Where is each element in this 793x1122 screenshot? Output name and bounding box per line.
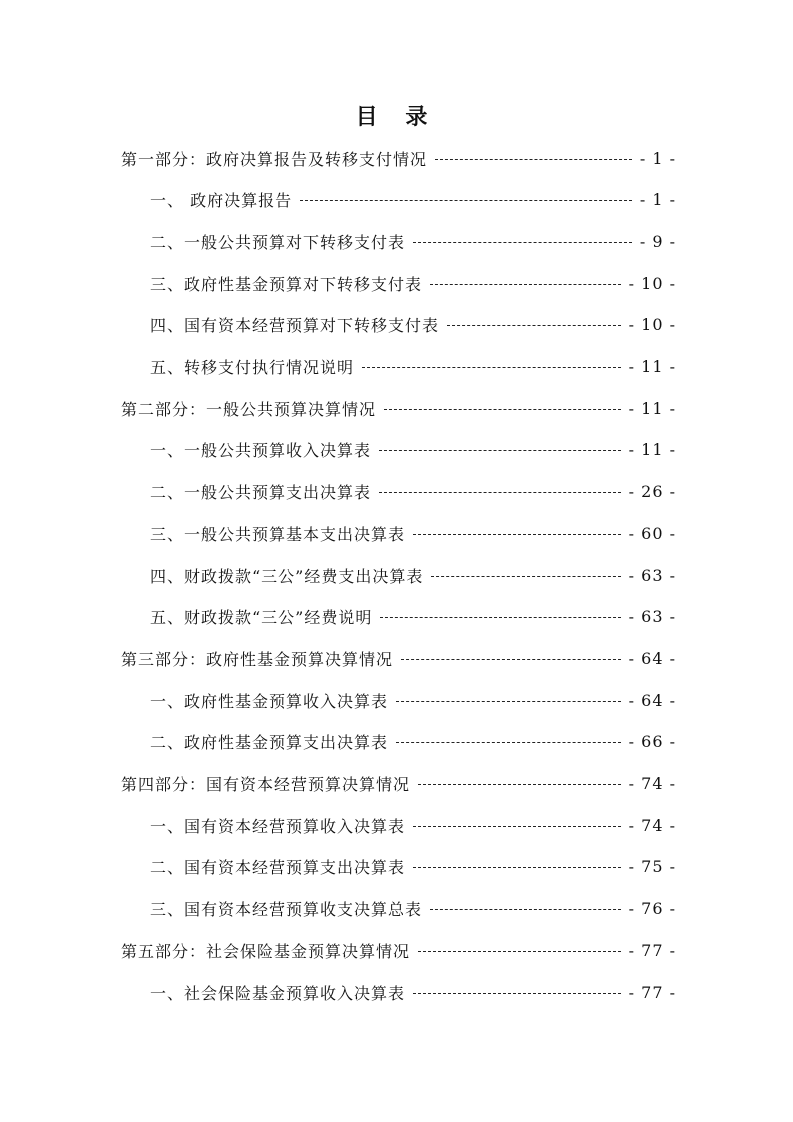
toc-dot-leader: [401, 659, 621, 660]
toc-page-number: - 77 -: [628, 940, 676, 960]
toc-page-number: - 60 -: [628, 523, 676, 543]
toc-part-entry[interactable]: [121, 930, 676, 970]
toc-entry-label: 一、政府性基金预算收入决算表: [150, 691, 389, 711]
toc-section-entry[interactable]: [150, 347, 676, 387]
toc-page-number: - 74 -: [628, 815, 676, 835]
toc-dot-leader: [362, 367, 621, 368]
toc-entry-label: 第四部分：国有资本经营预算决算情况: [121, 775, 411, 794]
toc-section-entry[interactable]: [150, 889, 676, 929]
toc-entry-label: 第三部分：政府性基金预算决算情况: [121, 649, 394, 669]
toc-dot-leader: [413, 826, 621, 827]
toc-page-number: - 64 -: [628, 690, 676, 710]
toc-dot-leader: [418, 784, 621, 785]
toc-page-number: - 64 -: [628, 648, 676, 668]
toc-page-number: - 76 -: [628, 899, 676, 919]
toc-section-entry[interactable]: [150, 305, 676, 345]
toc-dot-leader: [430, 284, 621, 285]
toc-dot-leader: [430, 909, 621, 910]
toc-entry-label: 一、国有资本经营预算收入决算表: [150, 816, 406, 836]
toc-part-entry[interactable]: [121, 138, 676, 178]
toc-page-number: - 10 -: [628, 315, 676, 335]
toc-dot-leader: [379, 492, 621, 493]
toc-page-number: - 11 -: [628, 440, 676, 460]
toc-page-number: - 63 -: [628, 607, 676, 627]
toc-entry-label: 三、政府性基金预算对下转移支付表: [150, 274, 423, 294]
toc-entry-label: 一、 政府决算报告: [150, 191, 293, 211]
toc-dot-leader: [380, 617, 620, 618]
toc-entry-label: 四、国有资本经营预算对下转移支付表: [150, 316, 440, 336]
toc-section-entry[interactable]: [150, 472, 676, 512]
toc-dot-leader: [379, 450, 621, 451]
toc-dot-leader: [396, 742, 621, 743]
toc-section-entry[interactable]: [150, 597, 676, 637]
toc-dot-leader: [431, 576, 620, 577]
toc-section-entry[interactable]: [150, 430, 676, 470]
toc-section-entry[interactable]: [150, 555, 676, 595]
toc-dot-leader: [435, 159, 632, 160]
toc-page-number: - 74 -: [628, 774, 676, 793]
toc-dot-leader: [413, 242, 632, 243]
toc-page-number: - 9 -: [639, 231, 676, 251]
toc-page-number: - 63 -: [628, 565, 676, 585]
toc-page-number: - 77 -: [628, 982, 676, 1002]
toc-dot-leader: [413, 993, 621, 994]
toc-dot-leader: [413, 534, 621, 535]
toc-entry-label: 二、一般公共预算支出决算表: [150, 483, 372, 503]
toc-entry-label: 第五部分：社会保险基金预算决算情况: [121, 941, 411, 961]
toc-page-number: - 66 -: [628, 732, 676, 752]
toc-part-entry[interactable]: [121, 388, 676, 428]
toc-page-number: - 75 -: [628, 857, 676, 877]
toc-entry-label: 二、政府性基金预算支出决算表: [150, 733, 389, 753]
toc-title: 目 录: [355, 104, 438, 130]
toc-entry-label: 二、国有资本经营预算支出决算表: [150, 858, 406, 878]
toc-dot-leader: [384, 409, 621, 410]
toc-dot-leader: [396, 701, 621, 702]
toc-dot-leader: [300, 200, 632, 201]
toc-entry-label: 第二部分：一般公共预算决算情况: [121, 399, 377, 419]
toc-section-entry[interactable]: [150, 513, 676, 553]
toc-entry-label: 四、财政拨款“三公”经费支出决算表: [150, 566, 424, 586]
toc-section-entry[interactable]: [150, 680, 676, 720]
toc-page-number: - 26 -: [628, 482, 676, 502]
toc-page-number: - 11 -: [628, 398, 676, 418]
toc-part-entry[interactable]: [121, 638, 676, 678]
toc-section-entry[interactable]: [150, 805, 676, 845]
toc-section-entry[interactable]: [150, 972, 676, 1012]
toc-entry-label: 五、财政拨款“三公”经费说明: [150, 608, 373, 628]
toc-page-number: - 11 -: [628, 357, 676, 376]
toc-entry-label: 一、社会保险基金预算收入决算表: [150, 983, 406, 1003]
toc-page-number: - 1 -: [639, 190, 676, 210]
toc-dot-leader: [413, 867, 621, 868]
toc-entry-label: 五、转移支付执行情况说明: [150, 358, 355, 377]
toc-section-entry[interactable]: [150, 263, 676, 303]
toc-section-entry[interactable]: [150, 722, 676, 762]
toc-entry-label: 第一部分：政府决算报告及转移支付情况: [121, 149, 428, 169]
toc-entry-label: 二、一般公共预算对下转移支付表: [150, 232, 406, 252]
toc-section-entry[interactable]: [150, 180, 676, 220]
toc-page-number: - 10 -: [628, 273, 676, 293]
toc-dot-leader: [418, 951, 621, 952]
toc-section-entry[interactable]: [150, 847, 676, 887]
toc-entry-label: 三、一般公共预算基本支出决算表: [150, 524, 406, 544]
toc-part-entry[interactable]: [121, 764, 676, 804]
toc-section-entry[interactable]: [150, 221, 676, 261]
toc-page-number: - 1 -: [639, 148, 676, 168]
toc-dot-leader: [447, 325, 621, 326]
toc-entry-label: 一、一般公共预算收入决算表: [150, 441, 372, 461]
toc-entry-label: 三、国有资本经营预算收支决算总表: [150, 900, 423, 920]
